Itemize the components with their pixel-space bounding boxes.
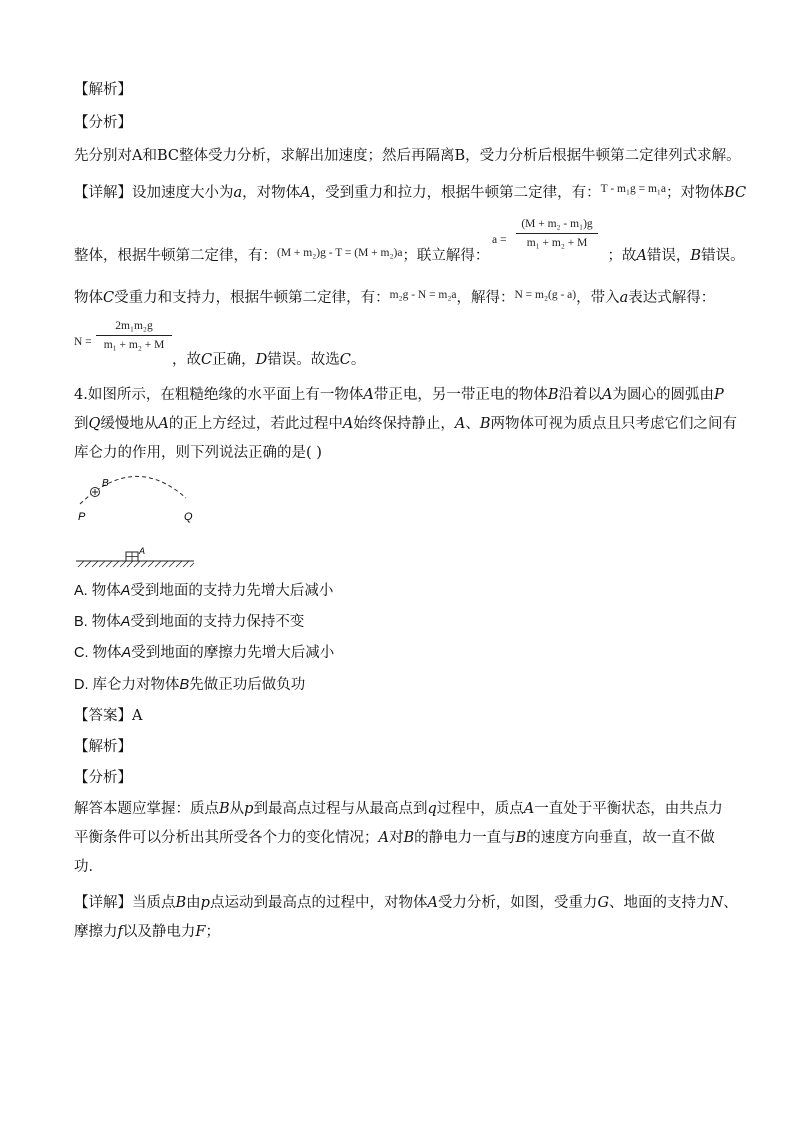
option-d[interactable]: D. 库仑力对物体B先做正功后做负功 [74,677,306,693]
label-b: B [102,478,109,489]
answer: 【答案】A [74,708,143,724]
q4-fenxi-heading: 【分析】 [74,770,132,786]
detail2-line-1: 【详解】当质点B由p点运动到最高点的过程中，对物体A受力分析，如图，受重力G、地面的支持力N、 [74,895,738,911]
detail2-label: 【详解】 [74,895,132,911]
equation-6-fraction: 2m₁m₂g m₁ + m₂ + M [96,320,172,351]
q4-line-2: 到Q缓慢地从A的正上方经过，若此过程中A始终保持静止，A、B两物体可视为质点且只考虑它们之间有 [74,416,737,432]
fenxi-text: 先分别对A和BC整体受力分析，求解出加速度；然后再隔离B，受力分析后根据牛顿第二定律列式求解。 [74,148,741,164]
q4-line-1: 4.如图所示，在粗糙绝缘的水平面上有一物体A带正电，另一带正电的物体B沿着以A为圆心的圆弧由P [74,387,724,403]
label-p: P [78,511,86,523]
detail-line-3: 物体C受重力和支持力，根据牛顿第二定律，有：$^{m_2g - N = m_2a}$，解得：$^{N = m_2(g - a)}$，带入a表达式解得： [74,289,716,306]
jiexi-heading: 【解析】 [74,82,132,98]
detail-line-2: 整体，根据牛顿第二定律，有：$^{(M + m_2)g - T = (M + m_2)a}$；联立解得： ；故A错误，B错误。 [74,247,745,264]
q4-jiexi-heading: 【解析】 [74,739,132,755]
equation-4: m₂g - N = m₂a [389,289,457,301]
label-q: Q [184,511,193,523]
equation-6-lhs: N = [74,336,92,348]
option-c[interactable]: C. 物体A受到地面的摩擦力先增大后减小 [74,645,335,661]
equation-1: T - m₁g = m₁a [600,183,667,195]
label-a: A [139,546,146,556]
detail-line-4: ，故C正确，D错误。故选C。 [172,352,366,368]
q4-line-3: 库仑力的作用，则下列说法正确的是( ) [74,445,322,461]
detail2-line-2: 摩擦力f以及静电力F； [74,924,220,940]
detail-label: 【详解】 [74,185,132,201]
option-b[interactable]: B. 物体A受到地面的支持力保持不变 [74,614,305,630]
q4-figure [74,470,204,572]
option-a[interactable]: A. 物体A受到地面的支持力先增大后减小 [74,583,334,599]
equation-3-fraction: (M + m₂ - m₁)g m₁ + m₂ + M [516,218,598,249]
detail-line-1: 【详解】设加速度大小为a，对物体A，受到重力和拉力，根据牛顿第二定律，有：$^{T - m_1g = m_1a}$；对物体BC [74,183,747,201]
analysis-line-1: 解答本题应掌握：质点B从p到最高点过程与从最高点到q过程中，质点A一直处于平衡状态，由共点力 [74,801,723,817]
equation-3-lhs: a = [492,234,507,246]
equation-5: N = m₂(g - a) [514,289,577,301]
analysis-line-2: 平衡条件可以分析出其所受各个力的变化情况；A对B的静电力一直与B的速度方向垂直，故一直不做 [74,830,715,846]
fenxi-heading: 【分析】 [74,115,132,131]
ground-hatch [78,561,194,567]
analysis-line-3: 功． [74,859,103,875]
equation-2: (M + m₂)g - T = (M + m₂)a [277,247,403,259]
